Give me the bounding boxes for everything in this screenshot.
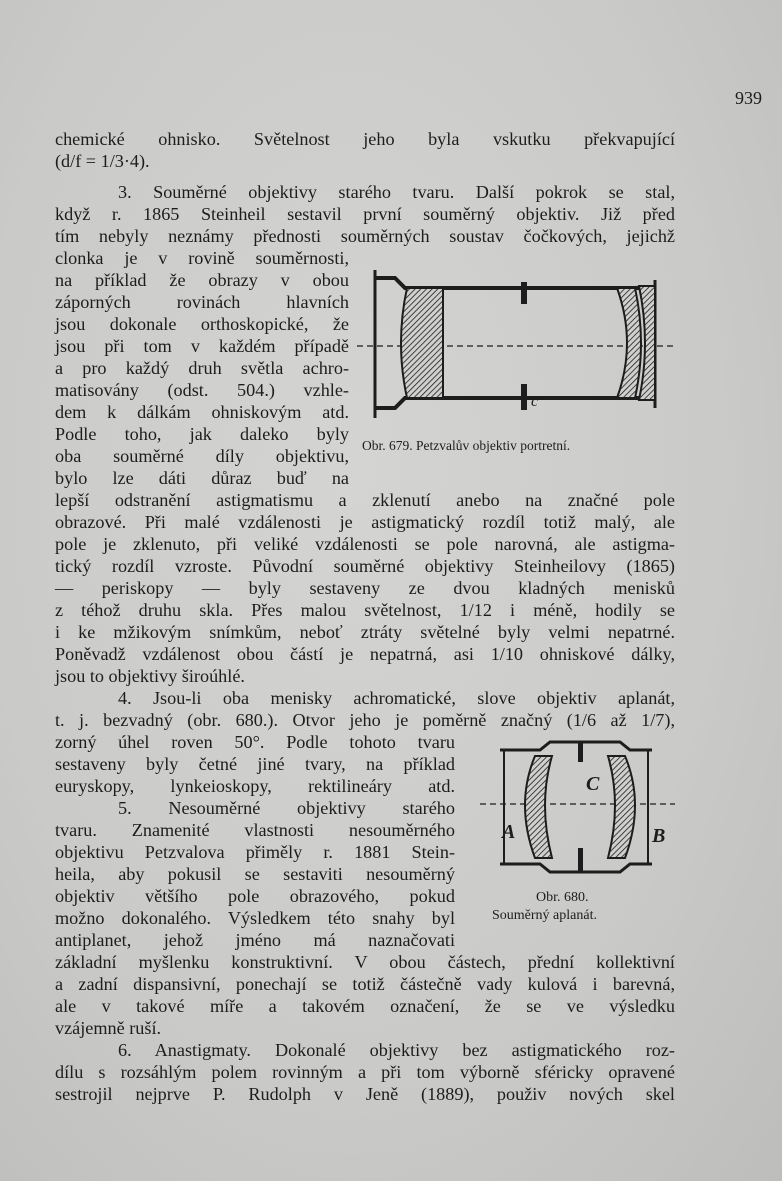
figure-label-b: B [652,825,666,847]
text-line: jsou to objektivy široúhlé. [55,666,245,686]
text-line: t. j. bezvadný (obr. 680.). Otvor jeho je poměrně značný (1/6 až 1/7), [55,710,675,730]
text-line: zorný úhel roven 50°. Podle tohoto tvaru [55,732,455,752]
figure-680-caption-number: Obr. 680. [536,890,589,905]
text-line: jsou dokonale orthoskopické, že [55,314,349,334]
text-line: na příklad že obrazy v obou [55,270,349,290]
text-line: tím nebyly neznámy přednosti souměrných soustav čočkových, jejichž [55,226,675,246]
figure-label-c: C [586,773,600,795]
text-line: obrazové. Při malé vzdálenosti je astigmatický rozdíl totiž malý, ale [55,512,675,532]
figure-679-petzval-lens [355,258,675,438]
text-line: heila, aby pokusil se sestaviti nesouměrný [55,864,455,884]
text-line: ale v takové míře a takovém označení, že se ve výsledku [55,996,675,1016]
text-line: euryskopy, lynkeioskopy, rektilineáry atd. [55,776,455,796]
text-line: antiplanet, jehož jméno má naznačovati [55,930,455,950]
text-line: záporných rovinách hlavních [55,292,349,312]
text-line: základní myšlenku konstruktivní. V obou částech, přední kollektivní [55,952,675,972]
text-line: když r. 1865 Steinheil sestavil první souměrný objektiv. Již před [55,204,675,224]
text-line: (d/f = 1/3·4). [55,151,150,171]
rear-lens-element [617,288,641,398]
figure-label-a: A [502,821,516,843]
text-line: sestaveny byly četné jiné tvary, na příklad [55,754,455,774]
text-line: 6. Anastigmaty. Dokonalé objektivy bez astigmatického roz- [118,1040,675,1060]
text-line: 4. Jsou-li oba menisky achromatické, slove objektiv aplanát, [118,688,675,708]
diaphragm [521,282,527,304]
text-line: — periskopy — byly sestaveny ze dvou kladných menisků [55,578,675,598]
page-number: 939 [735,88,762,108]
text-line: a zadní dispansivní, ponechají se totiž částečně vady kulová i barevná, [55,974,675,994]
text-line: Poněvadž vzdálenost obou částí je nepatrná, asi 1/10 ohniskové dálky, [55,644,675,664]
text-line: objektivu Petzvalova přiměly r. 1881 Stein- [55,842,455,862]
text-line: a pro každý druh světla achro- [55,358,349,378]
figure-680-caption-text: Souměrný aplanát. [492,908,597,923]
text-line: oba souměrné díly objektivu, [55,446,349,466]
text-line: 3. Souměrné objektivy starého tvaru. Další pokrok se stal, [118,182,675,202]
text-line: 5. Nesouměrné objektivy starého [118,798,455,818]
rear-meniscus [608,756,635,858]
text-line: bylo lze dáti důraz buď na [55,468,349,488]
text-line: matisovány (odst. 504.) vzhle- [55,380,349,400]
text-line: sestrojil nejprve P. Rudolph v Jeně (1889), použiv nových skel [55,1084,675,1104]
text-line: lepší odstranění astigmatismu a zklenutí anebo na značné pole [55,490,675,510]
text-line: chemické ohnisko. Světelnost jeho byla vskutku překvapující [55,129,675,149]
text-line: i ke mžikovým snímkům, neboť ztráty světelné byly velmi nepatrné. [55,622,675,642]
text-line: pole je zklenuto, při veliké vzdálenosti se pole narovná, ale astigma- [55,534,675,554]
text-line: jsou při tom v každém případě [55,336,349,356]
text-line: z téhož druhu skla. Přes malou světelnost, 1/12 i méně, hodily se [55,600,675,620]
text-line: tvaru. Znamenité vlastnosti nesouměrného [55,820,455,840]
text-line: vzájemně ruší. [55,1018,162,1038]
text-line: tický rozdíl vzroste. Původní souměrné objektivy Steinheilovy (1865) [55,556,675,576]
figure-680-aplanat-lens [480,738,675,886]
figure-label-c: c [531,393,539,410]
figure-679-caption: Obr. 679. Petzvalův objektiv portretní. [362,438,571,453]
text-line: dem k dálkám ohniskovým atd. [55,402,349,422]
text-line: dílu s rozsáhlým polem rovinným a při tom výborně sféricky opravené [55,1062,675,1082]
text-line: objektiv většího pole obrazového, pokud [55,886,455,906]
text-line: clonka je v rovině souměrnosti, [55,248,349,268]
front-meniscus [525,756,552,858]
text-line: Podle toho, jak daleko byly [55,424,349,444]
diaphragm [578,742,583,762]
front-lens-element [401,288,443,398]
text-line: možno dokonalého. Výsledkem této snahy byl [55,908,455,928]
